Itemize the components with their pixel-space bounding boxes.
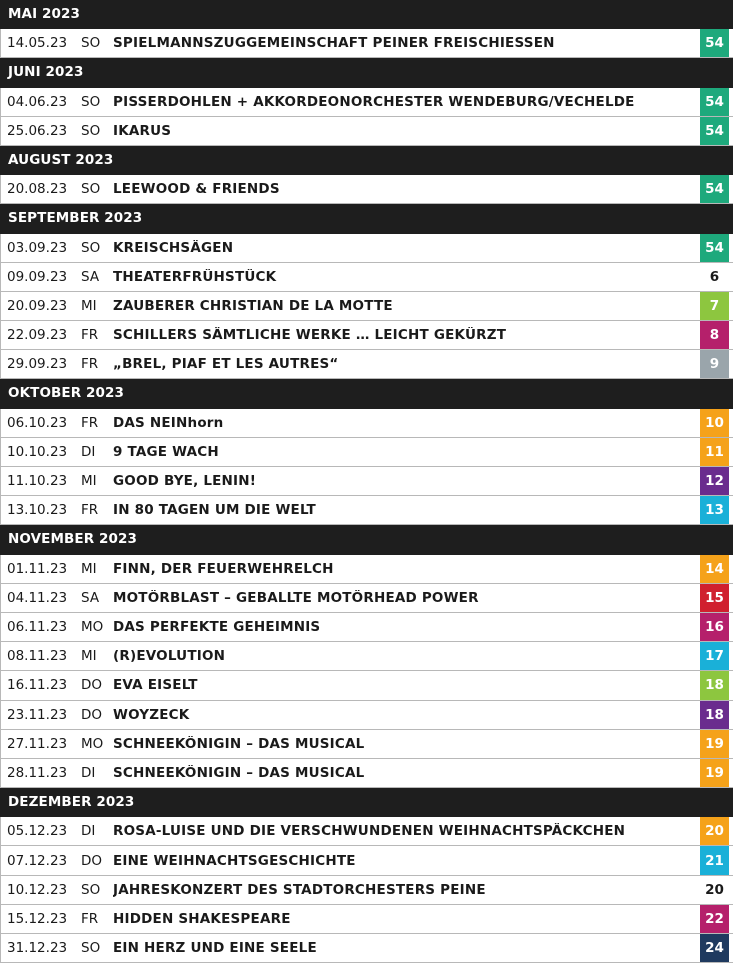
page-number-badge: 18	[700, 671, 729, 699]
event-weekday: FR	[81, 502, 99, 519]
event-date: 04.06.23	[7, 93, 68, 110]
page-number-badge: 11	[700, 438, 729, 466]
page-number-badge: 16	[700, 613, 729, 641]
event-row	[0, 234, 733, 263]
event-title: ZAUBERER CHRISTIAN DE LA MOTTE	[113, 297, 393, 314]
event-weekday: SO	[81, 881, 101, 898]
event-weekday: MI	[81, 297, 97, 314]
event-title: „BREL, PIAF ET LES AUTRES“	[113, 356, 339, 373]
event-weekday: FR	[81, 356, 99, 373]
event-weekday: DI	[81, 443, 96, 460]
event-weekday: DO	[81, 677, 103, 694]
event-title: DAS NEINhorn	[113, 414, 224, 431]
month-header: MAI 2023	[0, 0, 733, 29]
page-number-badge: 9	[700, 350, 729, 378]
event-title: SCHNEEKÖNIGIN – DAS MUSICAL	[113, 735, 365, 752]
event-date: 10.10.23	[7, 443, 68, 460]
event-row	[0, 438, 733, 467]
event-title: MOTÖRBLAST – GEBALLTE MOTÖRHEAD POWER	[113, 589, 479, 606]
event-title: EINE WEIHNACHTSGESCHICHTE	[113, 852, 356, 869]
event-date: 14.05.23	[7, 35, 68, 52]
month-header: SEPTEMBER 2023	[0, 204, 733, 233]
event-date: 08.11.23	[7, 648, 68, 665]
event-row	[0, 263, 733, 292]
event-weekday: SO	[81, 93, 101, 110]
event-title: PISSERDOHLEN + AKKORDEONORCHESTER WENDEBURG/VECHELDE	[113, 93, 635, 110]
page-number-badge: 12	[700, 467, 729, 495]
page-number-badge: 20	[705, 881, 724, 898]
page-number-badge: 18	[700, 701, 729, 729]
page-number-badge: 54	[700, 88, 729, 116]
event-row	[0, 175, 733, 204]
event-date: 20.08.23	[7, 181, 68, 198]
event-date: 22.09.23	[7, 327, 68, 344]
event-row	[0, 29, 733, 58]
event-title: ROSA-LUISE UND DIE VERSCHWUNDENEN WEIHNACHTSPÄCKCHEN	[113, 823, 626, 840]
event-date: 10.12.23	[7, 881, 68, 898]
page-number-badge: 54	[700, 117, 729, 145]
event-row	[0, 350, 733, 379]
event-weekday: DO	[81, 706, 103, 723]
event-weekday: SO	[81, 35, 101, 52]
event-weekday: SO	[81, 239, 101, 256]
event-row	[0, 730, 733, 759]
event-title: HIDDEN SHAKESPEARE	[113, 910, 291, 927]
event-date: 27.11.23	[7, 735, 68, 752]
event-title: SPIELMANNSZUGGEMEINSCHAFT PEINER FREISCHIESSEN	[113, 35, 555, 52]
event-title: IN 80 TAGEN UM DIE WELT	[113, 502, 316, 519]
page-number-badge: 13	[700, 496, 729, 524]
event-date: 13.10.23	[7, 502, 68, 519]
page-number-badge: 20	[700, 817, 729, 845]
event-date: 04.11.23	[7, 589, 68, 606]
event-title: JAHRESKONZERT DES STADTORCHESTERS PEINE	[113, 881, 486, 898]
event-date: 03.09.23	[7, 239, 68, 256]
page-number-badge: 10	[700, 409, 729, 437]
event-row	[0, 905, 733, 934]
event-date: 25.06.23	[7, 122, 68, 139]
event-weekday: MI	[81, 473, 97, 490]
event-title: SCHNEEKÖNIGIN – DAS MUSICAL	[113, 764, 365, 781]
event-title: 9 TAGE WACH	[113, 443, 219, 460]
event-row	[0, 117, 733, 146]
event-date: 31.12.23	[7, 940, 68, 957]
page-number-badge: 22	[700, 905, 729, 933]
page-number-badge: 54	[700, 175, 729, 203]
page-number-badge: 8	[700, 321, 729, 349]
event-row	[0, 88, 733, 117]
page-number-badge: 54	[700, 29, 729, 57]
event-weekday: MI	[81, 560, 97, 577]
event-row	[0, 409, 733, 438]
event-title: GOOD BYE, LENIN!	[113, 473, 257, 490]
event-date: 20.09.23	[7, 297, 68, 314]
event-date: 05.12.23	[7, 823, 68, 840]
event-row	[0, 555, 733, 584]
event-date: 11.10.23	[7, 473, 68, 490]
month-header: OKTOBER 2023	[0, 379, 733, 408]
event-title: EVA EISELT	[113, 677, 198, 694]
event-title: FINN, DER FEUERWEHRELCH	[113, 560, 334, 577]
event-row	[0, 467, 733, 496]
event-row	[0, 642, 733, 671]
event-weekday: MO	[81, 735, 104, 752]
event-weekday: SO	[81, 181, 101, 198]
event-title: IKARUS	[113, 122, 172, 139]
event-row	[0, 321, 733, 350]
page-number-badge: 19	[700, 730, 729, 758]
event-weekday: MO	[81, 619, 104, 636]
event-weekday: FR	[81, 327, 99, 344]
page-number-badge: 6	[709, 268, 720, 285]
event-date: 29.09.23	[7, 356, 68, 373]
month-header: AUGUST 2023	[0, 146, 733, 175]
event-row	[0, 701, 733, 730]
event-row	[0, 934, 733, 963]
event-weekday: DO	[81, 852, 103, 869]
event-row	[0, 759, 733, 788]
event-date: 01.11.23	[7, 560, 68, 577]
month-header: NOVEMBER 2023	[0, 525, 733, 554]
month-header: DEZEMBER 2023	[0, 788, 733, 817]
page-number-badge: 15	[700, 584, 729, 612]
event-title: LEEWOOD & FRIENDS	[113, 181, 280, 198]
event-weekday: FR	[81, 414, 99, 431]
page-number-badge: 19	[700, 759, 729, 787]
event-weekday: MI	[81, 648, 97, 665]
event-weekday: DI	[81, 764, 96, 781]
event-title: KREISCHSÄGEN	[113, 239, 234, 256]
event-weekday: FR	[81, 910, 99, 927]
event-row	[0, 584, 733, 613]
event-date: 07.12.23	[7, 852, 68, 869]
page-number-badge: 24	[700, 934, 729, 962]
event-weekday: SA	[81, 268, 100, 285]
event-weekday: SA	[81, 589, 100, 606]
event-date: 28.11.23	[7, 764, 68, 781]
event-title: DAS PERFEKTE GEHEIMNIS	[113, 619, 321, 636]
event-weekday: SO	[81, 940, 101, 957]
month-header: JUNI 2023	[0, 58, 733, 87]
event-weekday: SO	[81, 122, 101, 139]
page-number-badge: 7	[700, 292, 729, 320]
event-date: 06.11.23	[7, 619, 68, 636]
event-title: WOYZECK	[113, 706, 190, 723]
event-date: 06.10.23	[7, 414, 68, 431]
page-number-badge: 54	[700, 234, 729, 262]
event-row	[0, 846, 733, 875]
event-date: 23.11.23	[7, 706, 68, 723]
event-weekday: DI	[81, 823, 96, 840]
event-row	[0, 613, 733, 642]
event-title: (R)EVOLUTION	[113, 648, 226, 665]
event-row	[0, 292, 733, 321]
page-number-badge: 17	[700, 642, 729, 670]
page-number-badge: 21	[700, 846, 729, 874]
event-date: 09.09.23	[7, 268, 68, 285]
event-title: SCHILLERS SÄMTLICHE WERKE … LEICHT GEKÜRZT	[113, 327, 507, 344]
event-date: 15.12.23	[7, 910, 68, 927]
event-row	[0, 496, 733, 525]
page-number-badge: 14	[700, 555, 729, 583]
event-row	[0, 817, 733, 846]
event-row	[0, 876, 733, 905]
event-row	[0, 671, 733, 700]
event-title: EIN HERZ UND EINE SEELE	[113, 940, 317, 957]
event-title: THEATERFRÜHSTÜCK	[113, 268, 277, 285]
event-date: 16.11.23	[7, 677, 68, 694]
